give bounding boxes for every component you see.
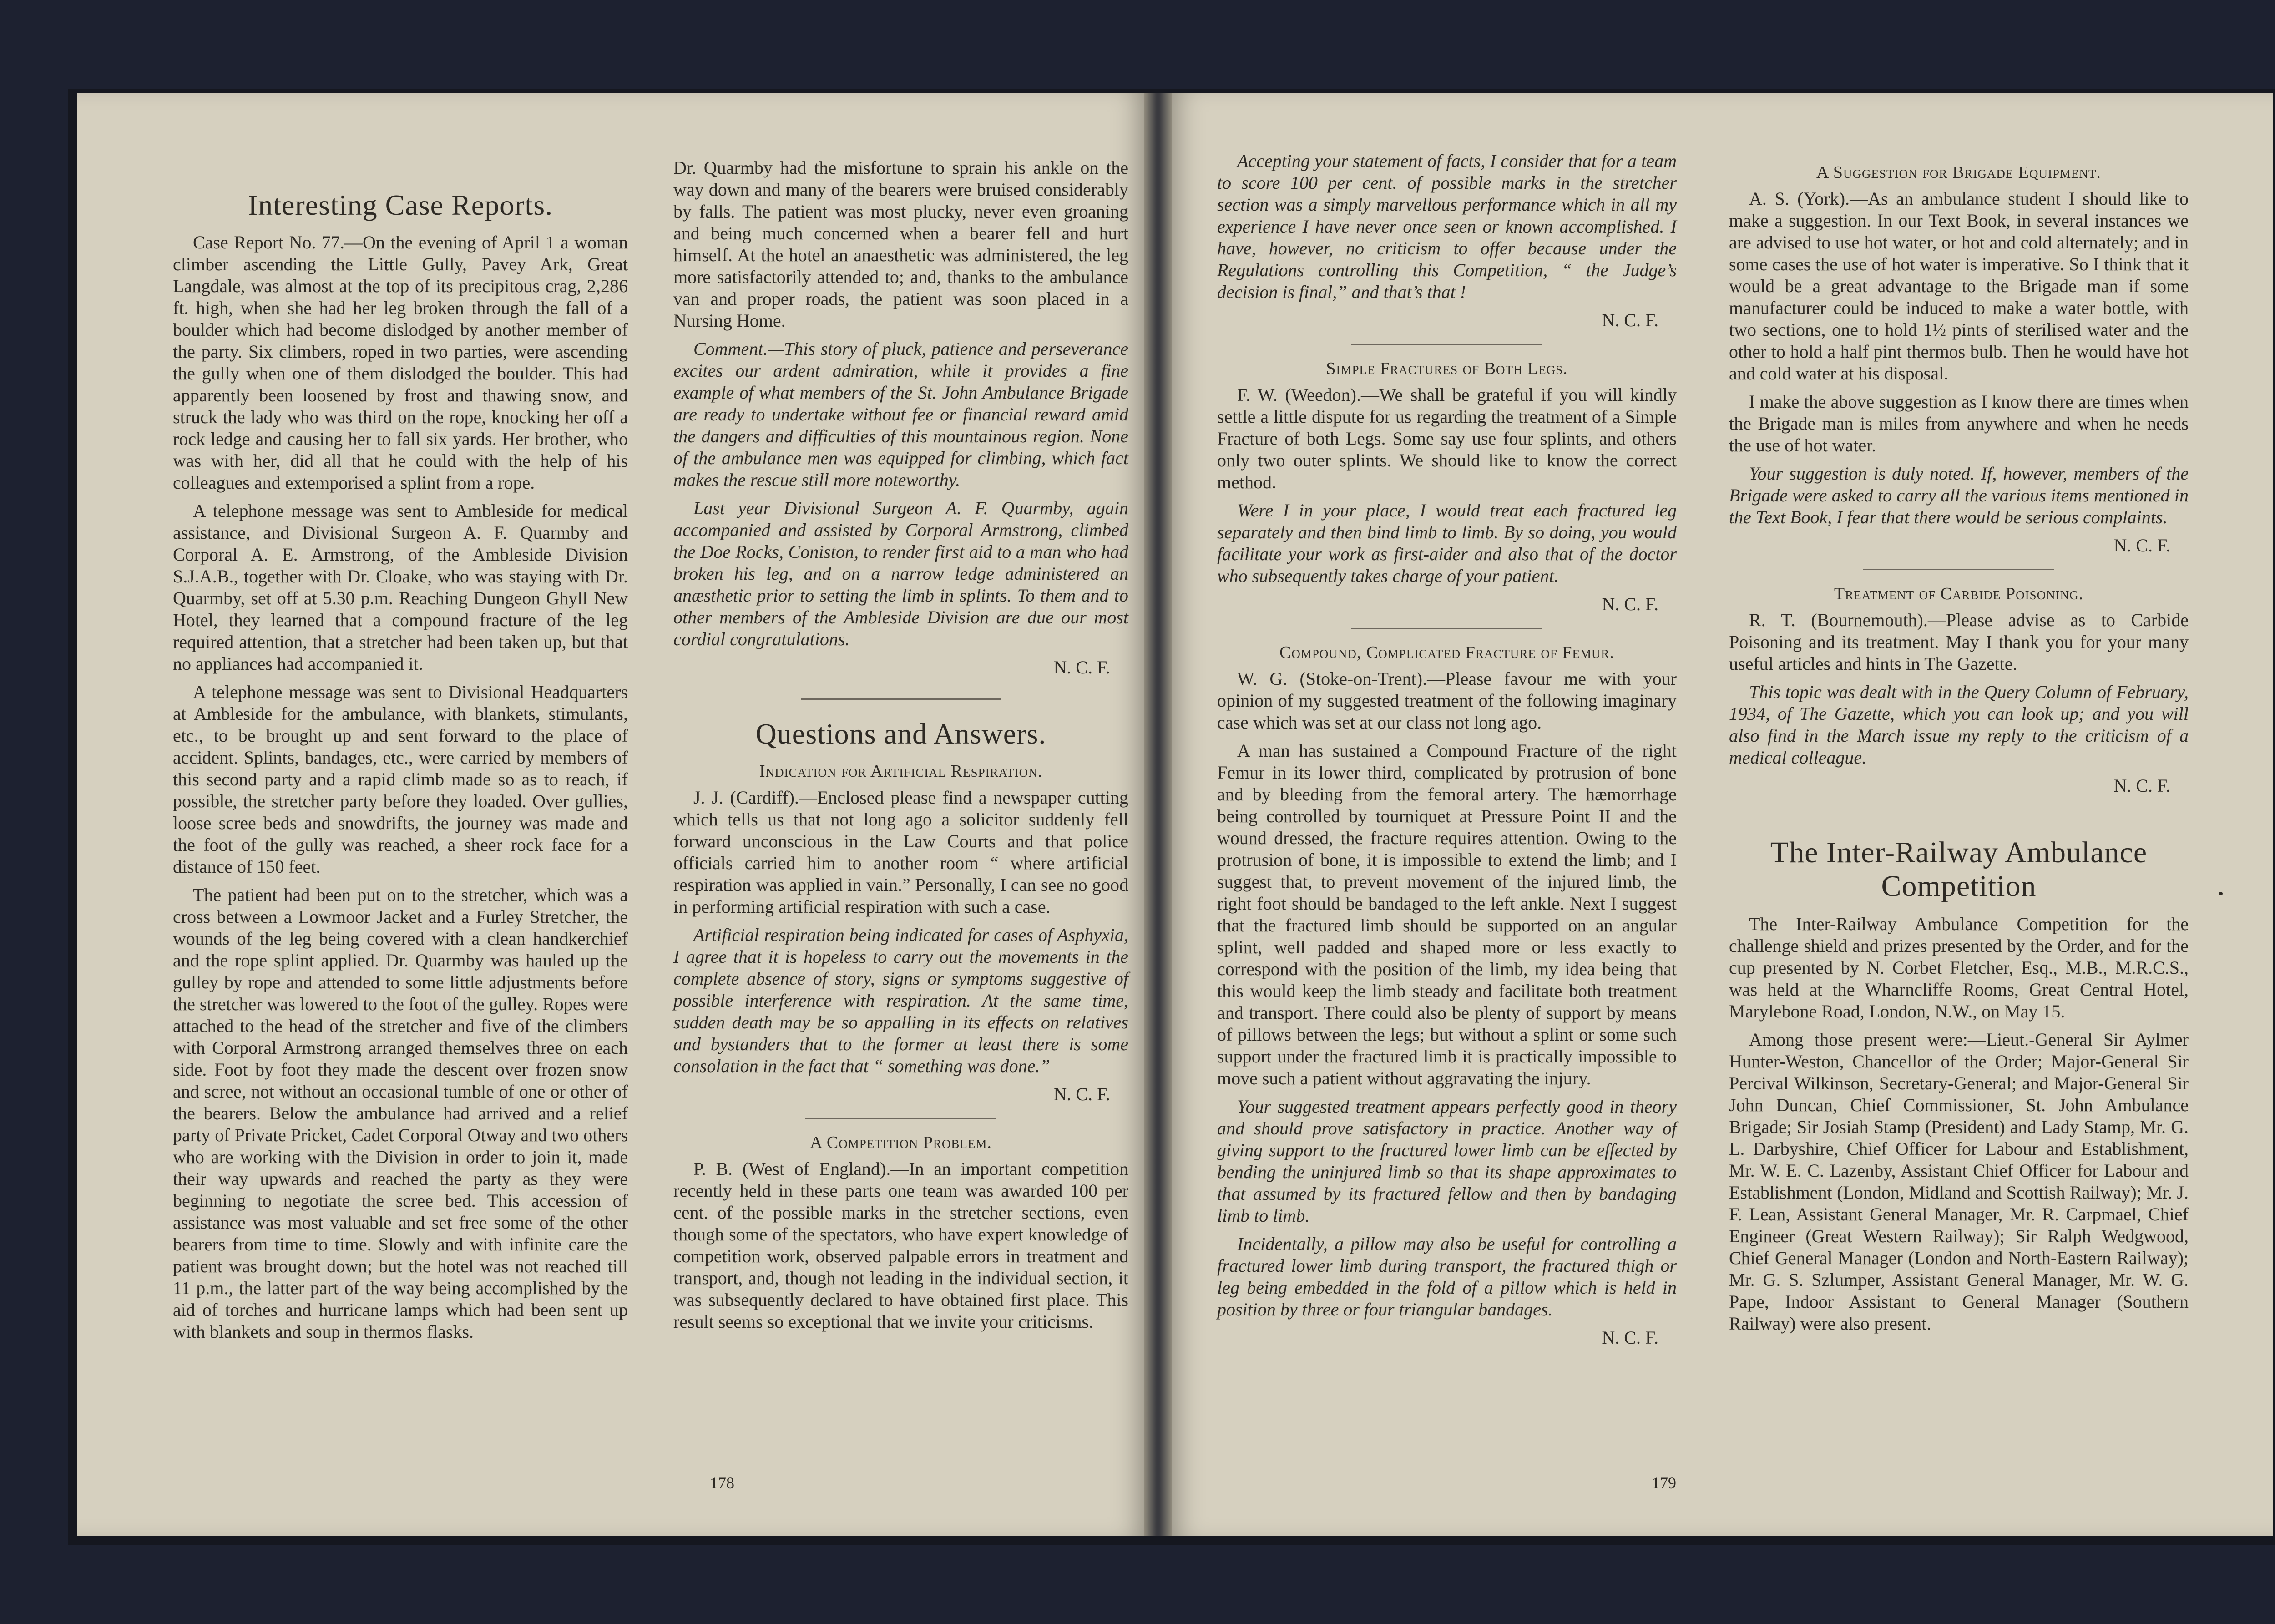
signature: N. C. F. bbox=[2113, 775, 2170, 796]
section-divider bbox=[801, 698, 1001, 701]
book-gutter bbox=[1144, 93, 1172, 1536]
answer-paragraph: Incidentally, a pillow may also be useful for controlling a fractured lower limb during transport, the fractured thigh or leg being embedded in the fold of a pillow which is held in position by three or four triangular bandages. bbox=[1217, 1234, 1677, 1320]
competition-paragraph: The Inter-Railway Ambulance Competition for the challenge shield and prizes presented by the Order, and for the cup presented by N. Corbet Fletcher, Esq., M.B., M.R.C.S., was held at the Wharncliffe Rooms, Great Central Hotel, Marylebone Road, London, N.W., on May 15. bbox=[1729, 914, 2189, 1022]
divider bbox=[1351, 628, 1542, 629]
question-paragraph: A. S. (York).—As an ambulance student I should like to make a suggestion. In our Text Book, in several instances we are advised to use hot water, or hot and cold alternately; and in some cases the use of hot water is imperative. So I think that it would be a great advantage to the Brigade man if some manufacturer could be induced to make a water bottle, with two sections, one to hold 1½ pints of sterilised water and the other to hold a half pint thermos bulb. Then he would have hot and cold water at his disposal. bbox=[1729, 188, 2189, 384]
right-column-1 bbox=[1217, 150, 1677, 1354]
divider bbox=[805, 1118, 996, 1119]
answer-paragraph: Accepting your statement of facts, I consider that for a team to score 100 per cent. of possible marks in the stretcher section was a simply marvellous performance which in all my experience I have never once seen or known accomplished. I have, however, no criticism to offer because under the Regulations controlling this Competition, “ the Judge’s decision is final,” and that’s that ! bbox=[1217, 151, 1677, 302]
signature: N. C. F. bbox=[1053, 1084, 1110, 1104]
competition-title: The Inter-Railway Ambulance Competition bbox=[1770, 836, 2148, 903]
case-reports-title: Interesting Case Reports. bbox=[248, 189, 553, 221]
question-paragraph: J. J. (Cardiff).—Enclosed please find a newspaper cutting which tells us that not long ago a solicitor suddenly fell forward unconscious in the Law Courts and that police officials carried him to another room “ where artificial respiration was applied in vain.” Personally, I can see no good in performing artificial respiration with such a case. bbox=[673, 787, 1128, 917]
page-number: 178 bbox=[710, 1474, 734, 1492]
question-paragraph: I make the above suggestion as I know there are times when the Brigade man is miles from anywhere and when he needs the use of hot water. bbox=[1729, 391, 2189, 455]
case-report-paragraph: The patient had been put on to the stretcher, which was a cross between a Lowmoor Jacket and a Furley Stretcher, the wounds of the leg being covered with a clean handkerchief and the rope splint applied. Dr. Quarmby was hauled up the gulley by rope and attended to some little adjustments before the stretcher was lowered to the foot of the gulley. Ropes were attached to the head of the stretcher and five of the climbers with Corporal Armstrong arranged themselves three on each side. Foot by foot they made the descent over frozen snow and scree, not without an occasional tumble of one or other of the bearers. Below the ambulance had arrived and a relief party of Private Pricket, Cadet Corporal Otway and two others who are working with the Division in order to join it, made their way upwards and reached the party as they were beginning to negotiate the scree bed. This accession of assistance was most valuable and set free some of the other bearers from time to time. Slowly and with infinite care the patient was brought down; but the hotel was not reached till 11 p.m., the latter part of the way being accomplished by the aid of torches and hurricane lamps which had been sent up with blankets and soup in thermos flasks. bbox=[173, 885, 628, 1342]
case-report-paragraph: A telephone message was sent to Ambleside for medical assistance, and Divisional Surgeon A. F. Quarmby and Corporal A. E. Armstrong, of the Ambleside Division S.J.A.B., together with Dr. Cloake, who was staying with Dr. Quarmby, set off at 5.30 p.m. Reaching Dungeon Ghyll New Hotel, they learned that a compound fracture of the leg required attention, that a stretcher had been taken up, but that no appliances had accompanied it. bbox=[173, 501, 628, 674]
question-subheading: A Competition Problem. bbox=[810, 1133, 992, 1152]
left-column-2 bbox=[673, 157, 1128, 1339]
answer-paragraph: Artificial respiration being indicated for cases of Asphyxia, I agree that it is hopeless to carry out the movements in the complete absence of story, signs or symptoms suggestive of possible interference with respiration. At the same time, sudden death may be so appalling in its effects on relatives and bystanders that to the former at least there is some consolation in the fact that “ something was done.” bbox=[673, 925, 1128, 1076]
right-column-2 bbox=[1729, 152, 2189, 1341]
question-subheading: Compound, Complicated Fracture of Femur. bbox=[1279, 643, 1614, 662]
question-subheading: Simple Fractures of Both Legs. bbox=[1326, 359, 1568, 378]
right-page bbox=[1172, 93, 2273, 1536]
signature: N. C. F. bbox=[1602, 310, 1658, 330]
question-subheading: Treatment of Carbide Poisoning. bbox=[1834, 584, 2084, 603]
case-report-paragraph: A telephone message was sent to Divisional Headquarters at Ambleside for the ambulance, with blankets, stimulants, etc., to be brought up and sent forward to the place of accident. Splints, bandages, etc., were carried by members of this second party and a rapid climb made so as to reach, if possible, the stretcher party before they loaded. Over gullies, loose scree beds and snowdrifts, the journey was made and the foot of the gully was reached, a sheer rock face for a distance of 150 feet. bbox=[173, 682, 628, 877]
signature: N. C. F. bbox=[1602, 594, 1658, 614]
case-report-paragraph: Dr. Quarmby had the misfortune to sprain his ankle on the way down and many of the bearers were bruised considerably by falls. The patient was most plucky, never even groaning and being much concerned when a bearer fell and hurt himself. At the hotel an anaesthetic was administered, the leg more satisfactorily attended to; and, thanks to the ambulance van and proper roads, the patient was soon placed in a Nursing Home. bbox=[673, 157, 1128, 331]
question-paragraph: A man has sustained a Compound Fracture of the right Femur in its lower third, complicated by protrusion of bone and by bleeding from the femoral artery. The hæmorrhage being controlled by tourniquet at Pressure Point II and the wound dressed, the fracture requires attention. Owing to the protrusion of bone, it is impossible to extend the limb; and I suggest that, to prevent movement of the injured limb, the right foot should be bandaged to the left ankle. Next I suggest that the fractured limb should be supported on an angular splint, well padded and shaped more or less exactly to correspond with the position of the limb, my idea being that this would keep the limb steady and facilitate both treatment and transport. There could also be plenty of support by means of pillows between the legs; but without a splint or some such support under the fractured limb it is practically impossible to move such a patient without aggravating the injury. bbox=[1217, 740, 1677, 1088]
comment-paragraph: Last year Divisional Surgeon A. F. Quarmby, again accompanied and assisted by Corporal Armstrong, climbed the Doe Rocks, Coniston, to render first aid to a man who had broken his leg, and on a narrow ledge administered an anæsthetic prior to setting the limb in splints. To them and to other members of the Ambleside Division are due our most cordial congratulations. bbox=[673, 498, 1128, 649]
ink-dot bbox=[2219, 892, 2223, 895]
divider bbox=[1351, 344, 1542, 345]
qa-title: Questions and Answers. bbox=[755, 718, 1046, 750]
question-subheading: A Suggestion for Brigade Equipment. bbox=[1816, 163, 2102, 182]
answer-paragraph: Your suggestion is duly noted. If, however, members of the Brigade were asked to carry all the various items mentioned in the Text Book, I fear that there would be serious complaints. bbox=[1729, 463, 2189, 527]
divider bbox=[1863, 569, 2054, 570]
answer-paragraph: Your suggested treatment appears perfectly good in theory and should prove satisfactory in practice. Another way of giving support to the fractured lower limb can be effected by bending the uninjured limb so that its shape approximates to that assumed by its fractured fellow and then by bandaging limb to limb. bbox=[1217, 1096, 1677, 1226]
answer-paragraph: This topic was dealt with in the Query Column of February, 1934, of The Gazette, which you can look up; and you will also find in the March issue my reply to the criticism of a medical colleague. bbox=[1729, 682, 2189, 768]
competition-paragraph: Among those present were:—Lieut.-General Sir Aylmer Hunter-Weston, Chancellor of the Order; Major-General Sir Percival Wilkinson, Secretary-General; and Major-General Sir John Duncan, Chief Commissioner, St. John Ambulance Brigade; Sir Josiah Stamp (President) and Lady Stamp, Mr. G. L. Darbyshire, Chief Officer for Labour and Establishment, Mr. W. E. C. Lazenby, Assistant Chief Officer for Labour and Establishment (London, Midland and Scottish Railway); Mr. J. F. Lean, Assistant General Manager, Mr. R. Carpmael, Chief Engineer (Great Western Railway); Sir Ralph Wedgwood, Chief General Manager (London and North-Eastern Railway); Mr. G. S. Szlumper, Assistant General Manager, Mr. W. G. Pape, Indoor Assistant to General Manager (Southern Railway) were also present. bbox=[1729, 1029, 2189, 1334]
comment-paragraph: Comment.—This story of pluck, patience and perseverance excites our ardent admiration, while it provides a fine example of what members of the St. John Ambulance Brigade are ready to undertake without fee or financial reward amid the dangers and difficulties of this mountainous region. None of the ambulance men was equipped for climbing, which fact makes the rescue still more noteworthy. bbox=[673, 339, 1128, 490]
answer-paragraph: Were I in your place, I would treat each fractured leg separately and then bind limb to limb. By so doing, you would facilitate your work as first-aider and also that of the doctor who subsequently takes charge of your patient. bbox=[1217, 500, 1677, 586]
signature: N. C. F. bbox=[2113, 535, 2170, 556]
signature: N. C. F. bbox=[1053, 657, 1110, 678]
section-divider bbox=[1859, 817, 2059, 820]
left-column-1 bbox=[173, 189, 628, 1349]
question-paragraph: W. G. (Stoke-on-Trent).—Please favour me with your opinion of my suggested treatment of the following imaginary case which was set at our class not long ago. bbox=[1217, 668, 1677, 733]
question-paragraph: P. B. (West of England).—In an important competition recently held in these parts one team was awarded 100 per cent. of the possible marks in the stretcher sections, even though some of the spectators, who have expert knowledge of competition work, observed palpable errors in treatment and transport, and, though not leading in the individual section, it was subsequently declared to have obtained first place. This result seems so exceptional that we invite your criticisms. bbox=[673, 1159, 1128, 1332]
question-paragraph: F. W. (Weedon).—We shall be grateful if you will kindly settle a little dispute for us regarding the treatment of a Simple Fracture of both Legs. Some say use four splints, and others only two outer splints. We should like to know the correct method. bbox=[1217, 384, 1677, 492]
case-report-paragraph: Case Report No. 77.—On the evening of April 1 a woman climber ascending the Little Gully, Pavey Ark, Great Langdale, was almost at the top of its precipitous crag, 2,286 ft. high, when she had her leg broken through the fall of a boulder which had become dislodged by another member of the party. Six climbers, roped in two parties, were ascending the gully when one of them dislodged the boulder. This had apparently been loosened by frost and thawing snow, and struck the lady who was third on the rope, knocking her off a rock ledge and causing her to fall six yards. Her brother, who was with her, did all that he could with the help of his colleagues and extemporised a splint from a rope. bbox=[173, 232, 628, 493]
page-number: 179 bbox=[1652, 1474, 1676, 1492]
question-subheading: Indication for Artificial Respiration. bbox=[759, 762, 1043, 781]
left-page bbox=[77, 93, 1144, 1536]
question-paragraph: R. T. (Bournemouth).—Please advise as to Carbide Poisoning and its treatment. May I thank you for your many useful articles and hints in The Gazette. bbox=[1729, 610, 2189, 674]
signature: N. C. F. bbox=[1602, 1327, 1658, 1348]
